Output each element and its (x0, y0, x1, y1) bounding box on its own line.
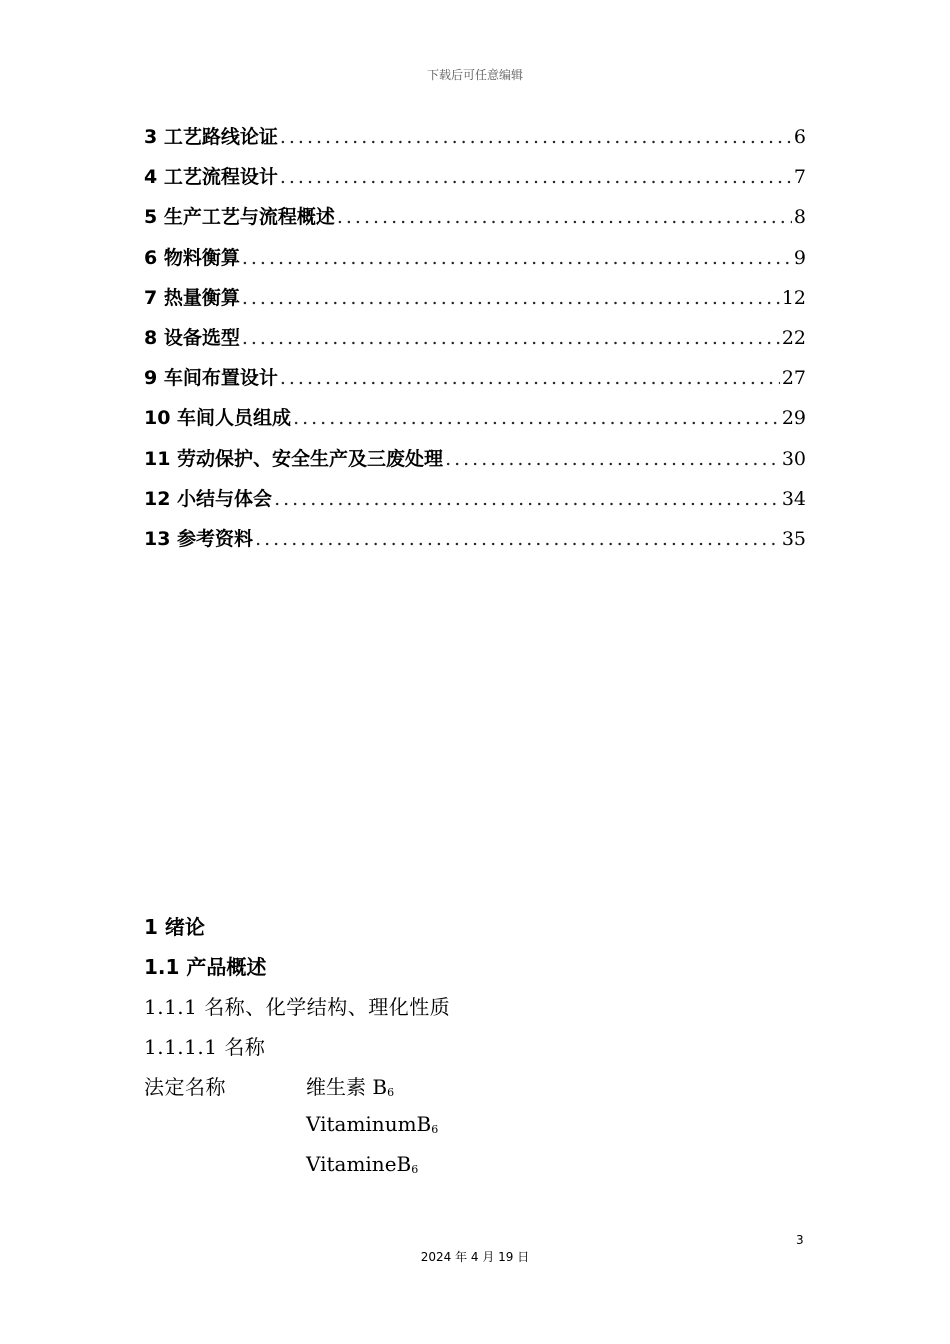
toc-entry-page: 22 (781, 326, 806, 349)
toc-entry[interactable] (144, 160, 806, 200)
page-number: 3 (796, 1233, 804, 1247)
toc-dot-leader (242, 241, 792, 275)
toc-dot-leader (242, 281, 780, 315)
toc-entry-page: 9 (793, 246, 806, 269)
name-value-latin: VitaminumB$_6$ (306, 1112, 439, 1136)
name-label: 法定名称 (144, 1075, 226, 1099)
toc-dot-leader (280, 160, 792, 194)
toc-dot-leader (255, 522, 780, 556)
name-value-french: VitamineB$_6$ (306, 1152, 419, 1176)
toc-entry-page: 7 (793, 166, 806, 189)
toc-entry-title: 5 生产工艺与流程概述 (144, 206, 335, 229)
toc-dot-leader (280, 361, 780, 395)
section-heading-1: 1 绪论 (144, 915, 205, 939)
toc-entry[interactable] (144, 200, 806, 240)
toc-entry-title: 10 车间人员组成 (144, 407, 292, 430)
section-heading-1-1: 1.1 产品概述 (144, 955, 267, 979)
toc-entry-title: 3 工艺路线论证 (144, 126, 278, 148)
subsection-heading-1-1-1-1: 1.1.1.1 名称 (144, 1035, 266, 1059)
toc-entry-page: 12 (781, 286, 806, 309)
toc-dot-leader (242, 321, 780, 355)
toc-dot-leader (293, 401, 780, 435)
toc-dot-leader (280, 120, 792, 154)
toc-entry-page: 27 (781, 367, 806, 390)
toc-entry-title: 13 参考资料 (144, 527, 254, 550)
toc-entry-page: 29 (781, 407, 806, 430)
toc-entry-title: 11 劳动保护、安全生产及三废处理 (144, 447, 444, 470)
toc-dot-leader (337, 200, 792, 234)
toc-entry-title: 8 设备选型 (144, 326, 240, 349)
toc-entry-title: 6 物料衡算 (144, 246, 240, 269)
toc-entry[interactable] (144, 321, 806, 361)
subsection-heading-1-1-1: 1.1.1 名称、化学结构、理化性质 (144, 995, 451, 1019)
toc-entry[interactable] (144, 361, 806, 401)
table-of-contents (144, 120, 806, 562)
toc-entry[interactable] (144, 442, 806, 482)
toc-entry-page: 30 (781, 447, 806, 470)
page-footer-date: 2024 年 4 月 19 日 (420, 1250, 530, 1264)
toc-entry-title: 7 热量衡算 (144, 286, 240, 309)
toc-entry-page: 6 (793, 126, 806, 148)
toc-entry-page: 34 (781, 487, 806, 510)
toc-entry-title: 4 工艺流程设计 (144, 166, 278, 189)
toc-entry[interactable] (144, 401, 806, 441)
toc-entry-title: 9 车间布置设计 (144, 367, 278, 390)
toc-entry[interactable] (144, 281, 806, 321)
toc-dot-leader (445, 442, 780, 476)
toc-entry-page: 8 (793, 206, 806, 229)
toc-entry[interactable] (144, 241, 806, 281)
toc-dot-leader (274, 482, 780, 516)
toc-entry[interactable] (144, 482, 806, 522)
toc-entry[interactable] (144, 120, 806, 160)
page-header: 下载后可任意编辑 (426, 68, 523, 82)
name-value-chinese: 维生素 $B_6$ (306, 1075, 395, 1099)
toc-entry-page: 35 (781, 527, 806, 550)
toc-entry-title: 12 小结与体会 (144, 487, 273, 510)
toc-entry[interactable] (144, 522, 806, 562)
